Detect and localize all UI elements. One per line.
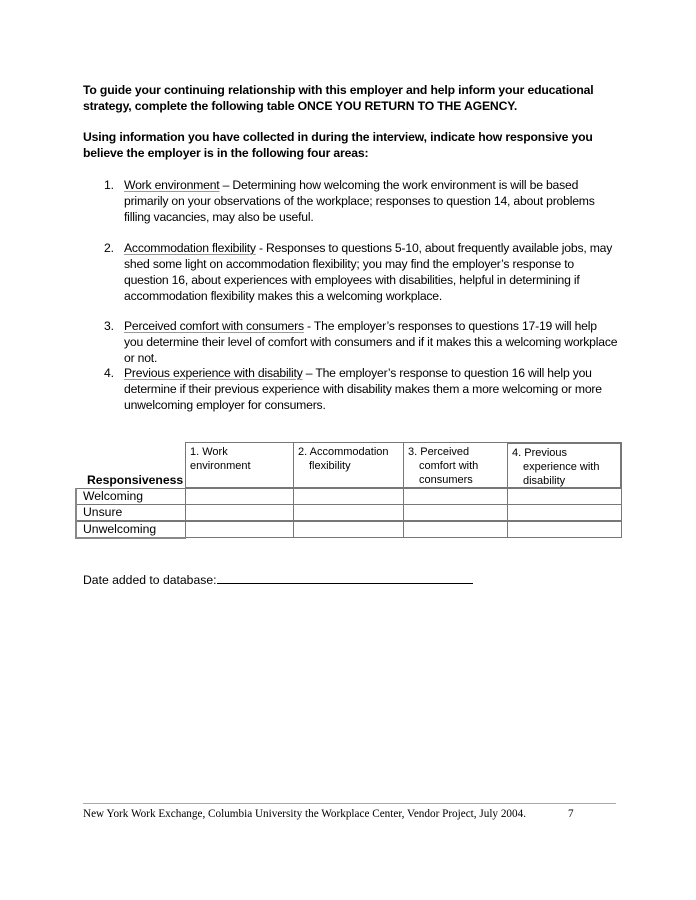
table-border [75, 537, 186, 539]
table-cell[interactable] [293, 521, 404, 538]
table-cell[interactable] [403, 521, 508, 538]
list-item [104, 318, 619, 366]
table-cell[interactable] [403, 488, 508, 505]
table-cell[interactable] [185, 488, 294, 505]
page-number: 7 [568, 808, 574, 820]
table-cell[interactable] [507, 504, 622, 521]
date-added-blank[interactable] [217, 572, 473, 584]
list-item [104, 365, 619, 413]
intro-paragraph-1: To guide your continuing relationship with this employer and help inform your educational strategy, complete the following table ONCE YOU RETURN TO THE AGENCY. [83, 83, 594, 113]
row-label-unwelcoming: Unwelcoming [76, 521, 186, 538]
column-header-title: 3. Perceived [408, 446, 470, 458]
list-item [104, 240, 619, 304]
item-text: – The employer’s response to question 16 will help you determine if their previous experience with disability makes them a more welcoming or more unwelcoming employer for consumers. [124, 366, 602, 412]
item-term: Perceived comfort with consumers [124, 319, 304, 333]
row-label-welcoming: Welcoming [76, 488, 186, 505]
item-text: - Responses to questions 5-10, about frequently available jobs, may shed some light on accommodation flexibility; you may find the employer’s response to question 16, about experiences with employees with disabilities, helpful in determining if accommodation flexibility makes this a welcoming workplace. [124, 241, 613, 303]
item-text: - The employer’s responses to questions 17-19 will help you determine their level of comfort with consumers and if it makes this a welcoming workplace or not. [124, 319, 618, 365]
table-cell[interactable] [507, 521, 622, 538]
column-header-subtitle: experience with disability [523, 461, 600, 487]
table-cell[interactable] [293, 504, 404, 521]
table-cell[interactable] [507, 488, 622, 505]
column-header-title: 2. Accommodation [298, 446, 389, 458]
item-number: 3. [104, 319, 114, 333]
row-label-unsure: Unsure [76, 504, 186, 521]
column-header [293, 442, 404, 488]
column-header [507, 442, 622, 488]
column-header [185, 442, 294, 488]
table-border [75, 488, 77, 539]
date-added-label: Date added to database: [83, 573, 217, 587]
item-term: Accommodation flexibility [124, 241, 256, 255]
table-cell[interactable] [293, 488, 404, 505]
item-text: – Determining how welcoming the work environment is will be based primarily on your observations of the workplace; responses to question 14, about problems filling vacancies, may also be useful. [124, 178, 595, 224]
item-number: 2. [104, 241, 114, 255]
row-header-label: Responsiveness [87, 473, 184, 487]
column-header-subtitle: flexibility [309, 460, 351, 472]
column-header-subtitle: comfort with consumers [419, 460, 479, 486]
item-number: 4. [104, 366, 114, 380]
item-term: Work environment [124, 178, 220, 192]
column-header-title: 1. Work environment [190, 446, 251, 472]
item-number: 1. [104, 178, 114, 192]
table-cell[interactable] [403, 504, 508, 521]
table-cell[interactable] [185, 521, 294, 538]
list-item [104, 177, 619, 225]
column-header-title: 4. Previous [512, 447, 568, 459]
footer-text: New York Work Exchange, Columbia University the Workplace Center, Vendor Project, July 2004. [83, 808, 526, 820]
intro-paragraph-2: Using information you have collected in during the interview, indicate how responsive you believe the employer is in the following four areas: [83, 130, 593, 160]
date-added-field[interactable] [83, 572, 473, 587]
column-header [403, 442, 508, 488]
footer-divider [83, 803, 616, 804]
table-cell[interactable] [185, 504, 294, 521]
item-term: Previous experience with disability [124, 366, 303, 380]
